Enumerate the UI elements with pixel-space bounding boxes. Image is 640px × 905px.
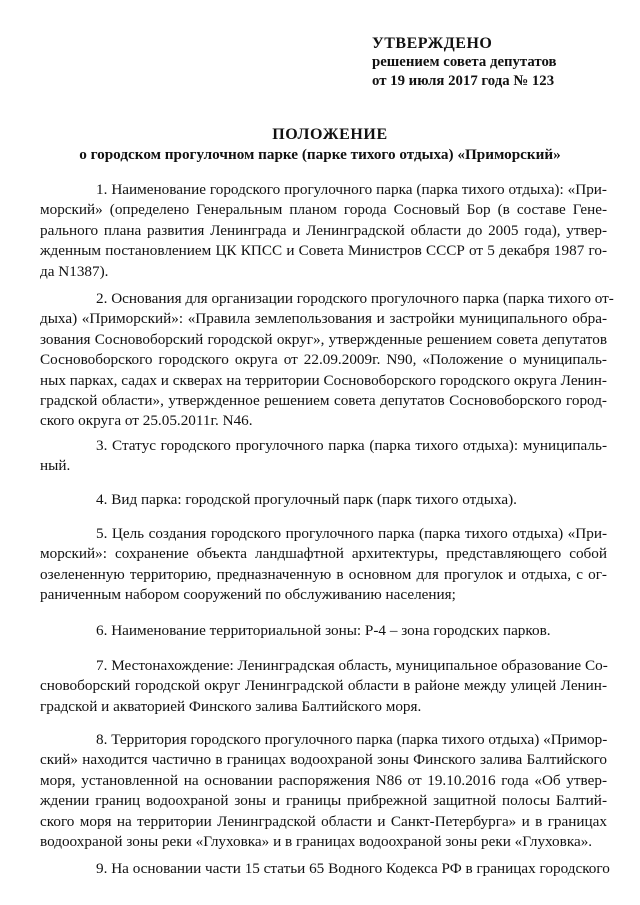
paragraph-line: дыха) «Приморский»: «Правила землепользования и застройки муниципального обра- <box>40 310 607 328</box>
paragraph-line: моря, установленной на основании распоряжения N86 от 19.10.2016 года «Об утвер- <box>40 771 607 789</box>
paragraph-line: да N1387). <box>40 262 109 280</box>
document-subtitle: о городском прогулочном парке (парке тихого отдыха) «Приморский» <box>79 146 561 163</box>
document-title: ПОЛОЖЕНИЕ <box>272 126 388 143</box>
paragraph-5 <box>40 524 607 606</box>
paragraph-line: ный. <box>40 457 71 475</box>
paragraph-line: морский»: сохранение объекта ландшафтной архитектуры, представляющего собой <box>40 545 607 563</box>
paragraph-line: ждении границ водоохраной зоны и границы прибрежной защитной полосы Балтий- <box>40 792 607 810</box>
paragraph-line: ского моря на территории Ленинградской области и Санкт-Петербурга» и в границах <box>40 812 607 830</box>
paragraph-line: 3. Статус городского прогулочного парка (парка тихого отдыха): муниципаль- <box>96 437 607 454</box>
paragraph-line: 4. Вид парка: городской прогулочный парк (парк тихого отдыха). <box>96 491 517 508</box>
paragraph-line: рального плана развития Ленинграда и Ленинградской области до 2005 года), утвер- <box>40 221 607 239</box>
paragraph-line: зования Сосновоборский городской округ», утвержденные решением совета депутатов <box>40 330 607 348</box>
paragraph-line: Сосновоборского городского округа от 22.09.2009г. N90, «Положение о муниципаль- <box>40 351 607 369</box>
paragraph-line: градской области», утвержденное решением совета депутатов Сосновоборского город- <box>40 392 607 410</box>
paragraph-8 <box>40 730 608 852</box>
document-heading <box>0 124 640 165</box>
paragraph-line: 7. Местонахождение: Ленинградская область, муниципальное образование Со- <box>96 657 608 674</box>
paragraph-line: ных парках, садах и скверах на территории Сосновоборского городского округа Ленин- <box>40 371 607 389</box>
paragraph-2 <box>40 289 614 432</box>
paragraph-line: раниченным набором сооружений по обслуживанию населения; <box>40 586 456 604</box>
paragraph-line: 8. Территория городского прогулочного парка (парка тихого отдыха) «Примор- <box>96 731 608 748</box>
paragraph-3 <box>40 436 607 477</box>
paragraph-line: морский» (определено Генеральным планом города Сосновый Бор (в составе Гене- <box>40 201 607 219</box>
approval-stamp <box>372 34 632 91</box>
paragraph-line: 2. Основания для организации городского прогулочного парка (парка тихого от- <box>96 290 614 307</box>
paragraph-line: жденным постановлением ЦК КПСС и Совета Министров СССР от 5 декабря 1987 го- <box>40 242 607 260</box>
paragraph-6 <box>68 621 607 641</box>
paragraph-line: 6. Наименование территориальной зоны: Р-4 – зона городских парков. <box>96 622 551 639</box>
paragraph-line: ский» находится частично в границах водоохраной зоны Финского залива Балтийского <box>40 751 607 769</box>
paragraph-line: ского округа от 25.05.2011г. N46. <box>40 412 253 430</box>
paragraph-9 <box>68 859 610 879</box>
paragraph-4 <box>68 490 607 510</box>
paragraph-line: градской и акваторией Финского залива Балтийского моря. <box>40 697 422 715</box>
paragraph-line: 9. На основании части 15 статьи 65 Водного Кодекса РФ в границах городского <box>96 860 610 877</box>
paragraph-line: 5. Цель создания городского прогулочного парка (парка тихого отдыха) «При- <box>96 525 607 542</box>
paragraph-line: водоохраной зоны реки «Глуховка» и в границах водоохраной зоны реки «Глуховка». <box>40 833 593 851</box>
approval-line-2: от 19 июля 2017 года № 123 <box>372 73 555 89</box>
paragraph-line: озелененную территорию, предназначенную в основном для прогулок и отдыха, с ог- <box>40 565 607 583</box>
paragraph-line: 1. Наименование городского прогулочного парка (парка тихого отдыха): «При- <box>96 181 607 198</box>
approval-line-1: решением совета депутатов <box>372 54 557 70</box>
paragraph-1 <box>40 180 607 282</box>
approval-title: УТВЕРЖДЕНО <box>372 35 493 52</box>
paragraph-7 <box>40 656 608 717</box>
paragraph-line: сновоборский городской округ Ленинградской области в районе между улицей Ленин- <box>40 677 607 695</box>
